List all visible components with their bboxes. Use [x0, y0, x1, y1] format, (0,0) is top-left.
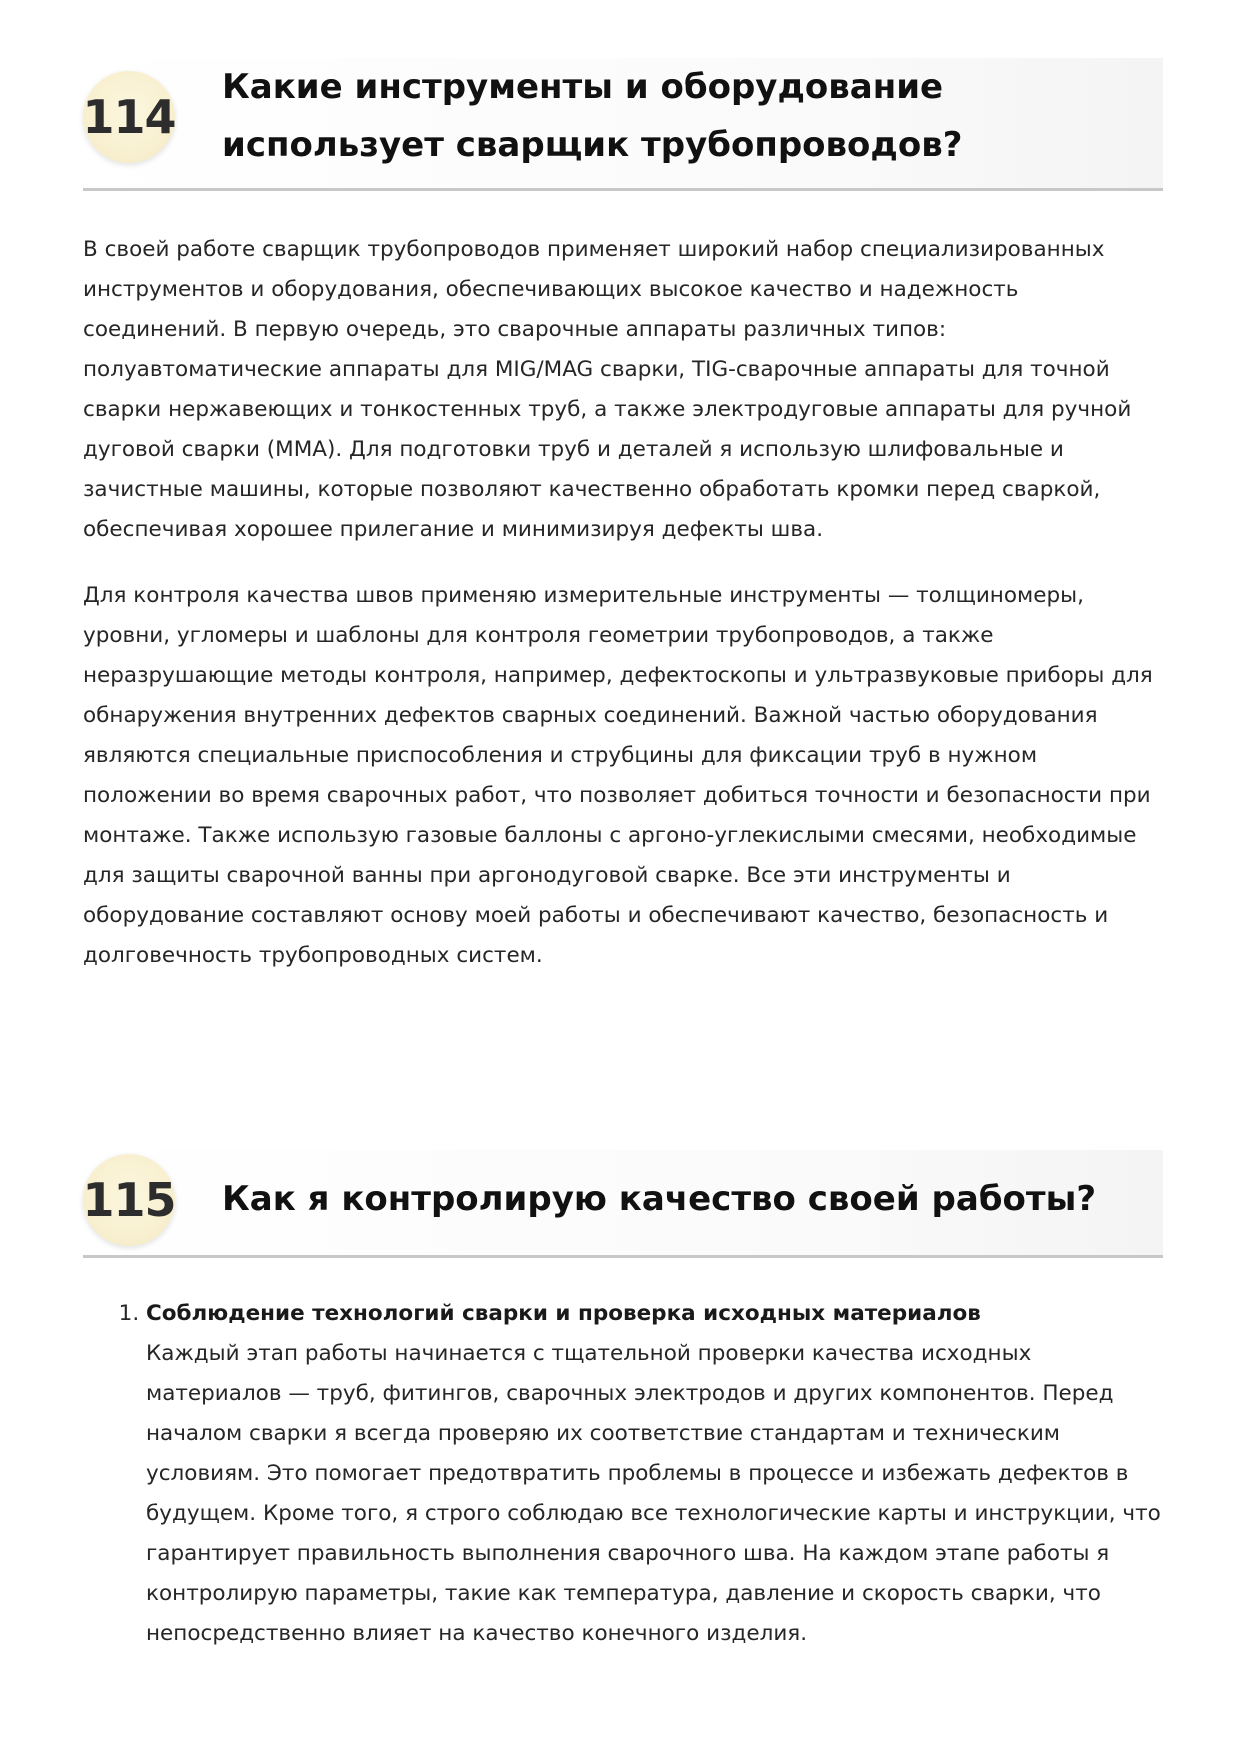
paragraph: Для контроля качества швов применяю измерительные инструменты — толщиномеры, уровни, угломеры и шаблоны для контроля геометрии трубопроводов, а также неразрушающие методы контроля, например, дефектоскопы и ультразвуковые приборы для обнаружения внутренних дефектов сварных соединений. Важной частью оборудования являются специальные приспособления и струбцины для фиксации труб в нужном положении во время сварочных работ, что позволяет добиться точности и безопасности при монтаже. Также использую газовые баллоны с аргоно-углекислыми смесями, необходимые для защиты сварочной ванны при аргонодуговой сварке. Все эти инструменты и оборудование составляют основу моей работы и обеспечивают качество, безопасность и долговечность трубопроводных систем.	[83, 583, 1153, 968]
section-115	[83, 1150, 1163, 1654]
section-header	[83, 58, 1163, 191]
list-item-title: 1. Соблюдение технологий сварки и проверка исходных материалов	[146, 1301, 981, 1326]
list-item-text: Каждый этап работы начинается с тщательной проверки качества исходных материалов — труб, фитингов, сварочных электродов и других компонентов. Перед началом сварки я всегда проверяю их соответствие стандартам и техническим условиям. Это помогает предотвратить проблемы в процессе и избежать дефектов в будущем. Кроме того, я строго соблюдаю все технологические карты и инструкции, что гарантирует правильность выполнения сварочного шва. На каждом этапе работы я контролирую параметры, такие как температура, давление и скорость сварки, что непосредственно влияет на качество конечного изделия.	[146, 1341, 1161, 1646]
section-number-badge: 114	[83, 71, 175, 163]
section-body	[83, 1294, 1163, 1654]
section-number-badge: 115	[83, 1154, 175, 1246]
list-item	[146, 1294, 1163, 1654]
numbered-list	[83, 1294, 1163, 1654]
section-title: Какие инструменты и оборудование использует сварщик трубопроводов?	[222, 67, 963, 165]
section-body	[83, 230, 1163, 976]
section-header	[83, 1150, 1163, 1258]
section-title: Как я контролирую качество своей работы?	[222, 1179, 1097, 1219]
section-114	[83, 58, 1163, 1002]
paragraph: В своей работе сварщик трубопроводов применяет широкий набор специализированных инструментов и оборудования, обеспечивающих высокое качество и надежность соединений. В первую очередь, это сварочные аппараты различных типов: полуавтоматические аппараты для MIG/MAG сварки, TIG-сварочные аппараты для точной сварки нержавеющих и тонкостенных труб, а также электродуговые аппараты для ручной дуговой сварки (MMA). Для подготовки труб и деталей я использую шлифовальные и зачистные машины, которые позволяют качественно обработать кромки перед сваркой, обеспечивая хорошее прилегание и минимизируя дефекты шва.	[83, 237, 1132, 542]
